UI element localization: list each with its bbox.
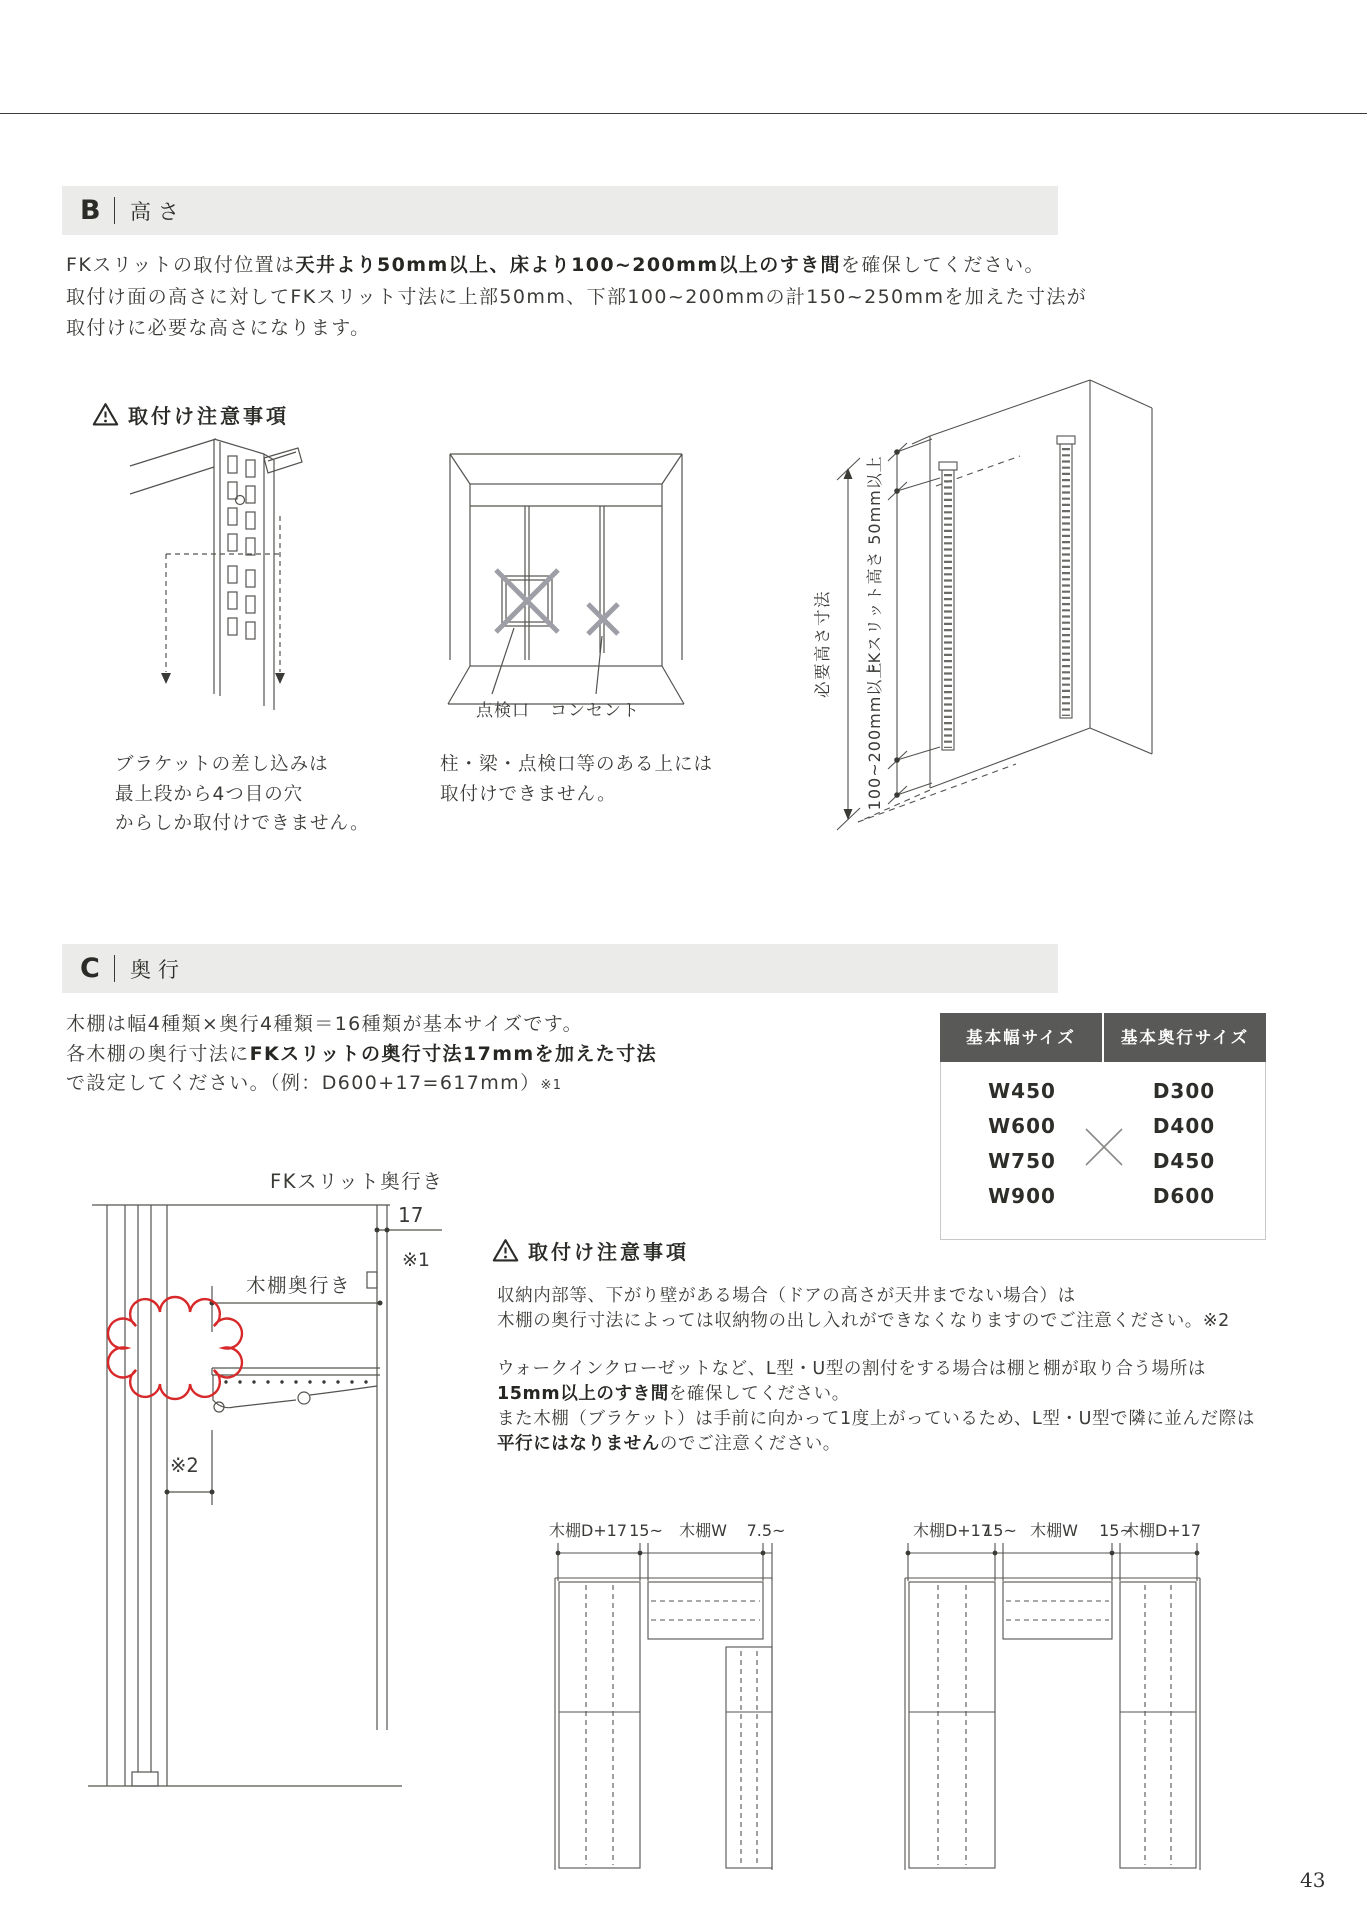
intro-line: FKスリットの取付位置は天井より50mm以上、床より100~200mm以上のすき間を確保してください。 — [66, 254, 1045, 276]
plan-dim-label: 15~ — [1099, 1521, 1133, 1540]
table-col-widths — [941, 1074, 1103, 1239]
table-value: D400 — [1152, 1114, 1216, 1138]
fk-slit-rail — [939, 436, 1075, 750]
size-table — [940, 1013, 1266, 1240]
table-value: W600 — [988, 1114, 1056, 1138]
table-value: W450 — [988, 1079, 1056, 1103]
top-rule — [0, 113, 1367, 114]
section-b-bar — [62, 186, 1058, 235]
section-c-title: 奥行 — [130, 957, 186, 982]
table-value: W900 — [988, 1184, 1056, 1208]
table-value: D300 — [1152, 1079, 1216, 1103]
intro-line: で設定してください。（例：D600+17=617mm）※1 — [66, 1072, 563, 1094]
intro-line: 取付けに必要な高さになります。 — [66, 317, 371, 339]
insertion-guide-dashes — [166, 516, 280, 672]
arrow-up-icon — [844, 468, 853, 479]
page-number: 43 — [1300, 1868, 1326, 1892]
arrow-down-icon — [161, 673, 171, 684]
diagram-height-clearance — [690, 340, 1170, 865]
ref-2-label: ※2 — [170, 1454, 199, 1477]
caption-opening: 柱・梁・点検口等のある上には 取付けできません。 — [440, 754, 714, 805]
highlight-cloud — [108, 1297, 242, 1399]
plan-diagram-u-type — [870, 1515, 1240, 1875]
section-b-title: 高さ — [130, 199, 186, 224]
section-b-intro — [66, 250, 1096, 345]
dim-label-total-height: 必要高さ寸法 — [813, 590, 832, 698]
cross-multiply-icon — [1083, 1126, 1125, 1168]
table-value: D450 — [1152, 1149, 1216, 1173]
plan-dim-label: 15~ — [629, 1521, 663, 1540]
dim-17-label: 17 — [398, 1203, 424, 1227]
size-table-body — [940, 1062, 1266, 1240]
section-c-intro — [66, 1010, 786, 1101]
table-value: W750 — [988, 1149, 1056, 1173]
note-paragraph: ウォークインクローゼットなど、L型・U型の割付をする場合は棚と棚が取り合う場所は 15mm以上のすき間を確保してください。 また木棚（ブラケット）は手前に向かって1度上がっているため、L型・U型で隣に並んだ際は 平行にはなりませんのでご注意ください。 — [497, 1359, 1255, 1454]
warning-icon — [492, 1238, 519, 1263]
plan-dim-label: 木棚W — [1030, 1521, 1078, 1540]
bracket-stub — [264, 448, 302, 473]
table-header-depth: 基本奥行サイズ — [1104, 1013, 1266, 1062]
plan-dim-label: 木棚D+17 — [912, 1521, 992, 1540]
dim-label-slit-height: FKスリット高さ — [865, 550, 884, 674]
warning-heading-c — [492, 1236, 689, 1265]
warning-title: 取付け注意事項 — [528, 1240, 689, 1264]
warning-heading-b — [92, 400, 289, 429]
inspection-port-label: 点検口 — [476, 701, 530, 721]
intro-line: 各木棚の奥行寸法にFKスリットの奥行寸法17mmを加えた寸法 — [66, 1042, 657, 1065]
warning-icon — [92, 402, 119, 427]
table-value: D600 — [1152, 1184, 1216, 1208]
fk-depth-label: FKスリット奥行き — [270, 1170, 444, 1193]
plan-dim-label: 木棚D+17 — [548, 1521, 628, 1540]
plan-dim-label: 木棚D+17 — [1122, 1521, 1202, 1540]
shelf-depth-label: 木棚奥行き — [246, 1274, 352, 1297]
section-c-bar — [62, 944, 1058, 993]
arrow-down-icon — [844, 809, 853, 820]
ref-1-label: ※1 — [402, 1249, 431, 1271]
dim-label-bottom-gap: 100~200mm以上 — [865, 661, 884, 811]
section-c-divider — [114, 955, 115, 982]
caption-bracket: ブラケットの差し込みは 最上段から4つ目の穴 からしか取付けできません。 — [115, 754, 370, 834]
size-table-header — [940, 1013, 1266, 1062]
table-header-width: 基本幅サイズ — [940, 1013, 1102, 1062]
table-col-depths — [1103, 1074, 1265, 1239]
footnote-ref: ※1 — [540, 1078, 563, 1093]
arrow-down-icon — [275, 673, 285, 684]
dim-label-top-gap: 50mm以上 — [865, 455, 884, 545]
warning-title: 取付け注意事項 — [128, 404, 289, 428]
plan-dim-label: 15~ — [983, 1521, 1017, 1540]
diagram-depth-section — [80, 1160, 480, 1800]
plan-diagram-l-type — [530, 1515, 800, 1875]
intro-line: 木棚は幅4種類×奥行4種類＝16種類が基本サイズです。 — [66, 1013, 584, 1035]
section-c-letter: C — [80, 953, 100, 984]
note-paragraph: 収納内部等、下がり壁がある場合（ドアの高さが天井までない場合）は 木棚の奥行寸法によっては収納物の出し入れができなくなりますのでご注意ください。※2 — [497, 1286, 1230, 1331]
plan-dim-label: 木棚W — [679, 1521, 727, 1540]
outlet-label: コンセント — [550, 701, 640, 721]
installation-notes — [497, 1284, 1297, 1457]
intro-line: 取付け面の高さに対してFKスリット寸法に上部50mm、下部100~200mmの計150~250mmを加えた寸法が — [66, 285, 1088, 308]
section-b-divider — [114, 197, 115, 224]
diagram-opening-restrictions — [440, 448, 690, 726]
plan-dim-label: 7.5~ — [746, 1521, 786, 1540]
section-b-letter: B — [80, 195, 101, 226]
diagram-bracket-insertion — [130, 436, 320, 744]
